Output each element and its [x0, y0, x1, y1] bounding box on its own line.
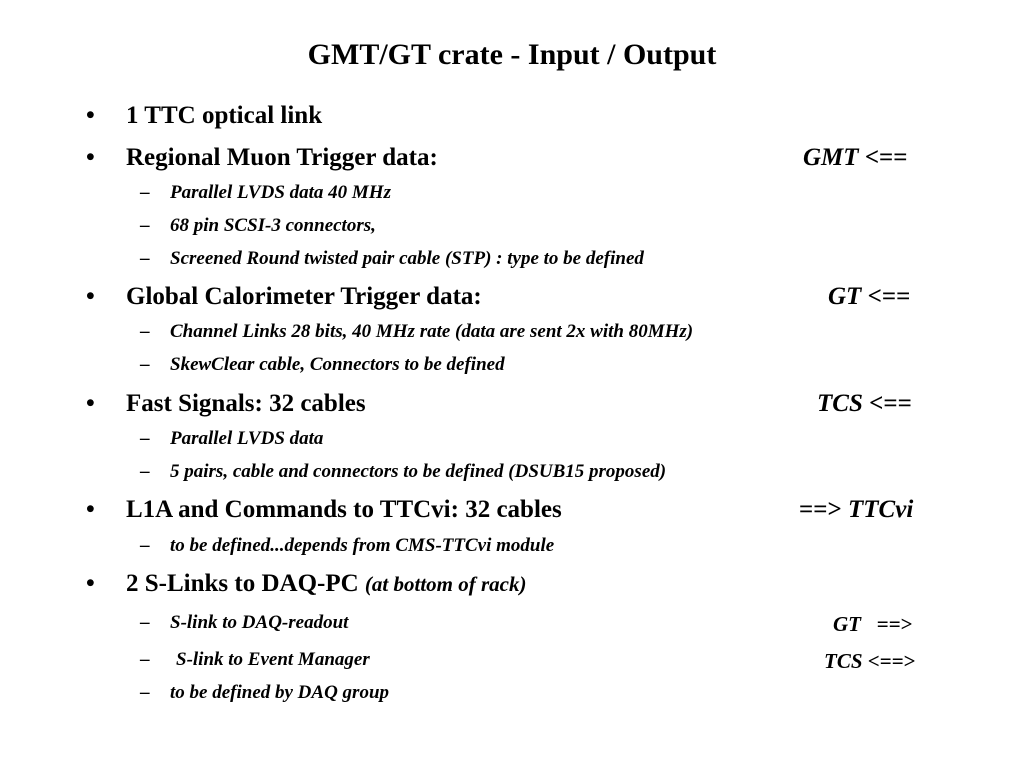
direction-label — [799, 496, 913, 524]
item-main-text: 2 S-Links to DAQ-PC — [126, 570, 359, 597]
item-text: Regional Muon Trigger data: — [126, 144, 438, 171]
direction-target: TTCvi — [848, 496, 914, 523]
subitem-text: Parallel LVDS data 40 MHz — [170, 182, 391, 203]
bullet-icon: • — [86, 496, 95, 523]
dash-icon: – — [140, 354, 150, 375]
subitem-text: Channel Links 28 bits, 40 MHz rate (data are sent 2x with 80MHz) — [170, 321, 694, 342]
direction-target: GMT — [803, 144, 859, 171]
direction-label — [817, 390, 912, 418]
bullet-icon: • — [86, 144, 95, 171]
dash-icon: – — [140, 321, 150, 342]
direction-target: GT — [833, 612, 861, 636]
direction-target: GT — [828, 283, 862, 310]
slide-title: GMT/GT crate - Input / Output — [307, 38, 717, 71]
dash-icon: – — [140, 461, 150, 482]
subitem-text: S-link to Event Manager — [176, 649, 370, 670]
subitem-text: 5 pairs, cable and connectors to be defined (DSUB15 proposed) — [170, 461, 667, 482]
direction-arrow: <== — [864, 144, 908, 171]
dash-icon: – — [140, 215, 150, 236]
direction-arrow: <== — [867, 283, 911, 310]
subitem-text: 68 pin SCSI-3 connectors, — [170, 215, 376, 236]
direction-target: TCS — [824, 649, 863, 673]
dash-icon: – — [140, 182, 150, 203]
subitem-text: S-link to DAQ-readout — [170, 612, 349, 633]
bullet-icon: • — [86, 570, 95, 597]
dash-icon: – — [140, 535, 150, 556]
direction-label — [803, 144, 908, 172]
subitem-text: Screened Round twisted pair cable (STP) : type to be defined — [170, 248, 644, 269]
direction-arrow: <==> — [867, 649, 916, 673]
dash-icon: – — [140, 612, 150, 633]
direction-label — [824, 649, 916, 674]
dash-icon: – — [140, 248, 150, 269]
direction-arrow: ==> — [876, 612, 913, 636]
direction-arrow: <== — [869, 390, 912, 417]
item-text: L1A and Commands to TTCvi: 32 cables — [126, 496, 562, 523]
direction-target: TCS — [817, 390, 863, 417]
item-text: Fast Signals: 32 cables — [126, 390, 366, 417]
item-text: Global Calorimeter Trigger data: — [126, 283, 482, 310]
item-text: 1 TTC optical link — [126, 102, 323, 129]
direction-arrow: ==> — [799, 496, 842, 523]
item-text — [126, 570, 526, 598]
subitem-text: to be defined by DAQ group — [170, 682, 390, 703]
bullet-icon: • — [86, 390, 95, 417]
subitem-text: SkewClear cable, Connectors to be defined — [170, 354, 505, 375]
subitem-text: Parallel LVDS data — [170, 428, 324, 449]
subitem-text: to be defined...depends from CMS-TTCvi module — [170, 535, 555, 556]
direction-label — [833, 612, 913, 637]
bullet-icon: • — [86, 102, 95, 129]
item-note: (at bottom of rack) — [364, 572, 527, 596]
bullet-icon: • — [86, 283, 95, 310]
direction-label — [828, 283, 910, 311]
dash-icon: – — [140, 682, 150, 703]
dash-icon: – — [140, 428, 150, 449]
dash-icon: – — [140, 649, 150, 670]
